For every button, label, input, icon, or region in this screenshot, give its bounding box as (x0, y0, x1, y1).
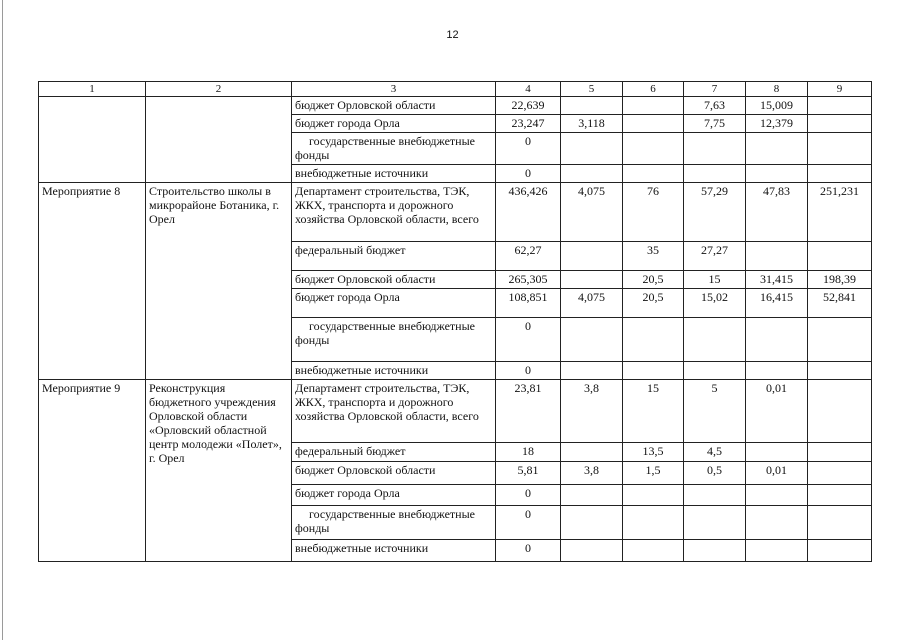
table-body (39, 82, 872, 562)
page-edge-line (2, 0, 3, 640)
value-cell: 1,5 (623, 462, 684, 485)
event-cell (39, 97, 146, 183)
value-cell: 31,415 (746, 271, 808, 289)
funding-source-cell: государственные внебюджетные фонды (292, 133, 496, 165)
value-cell (684, 506, 746, 540)
column-header-5: 5 (561, 82, 623, 97)
value-cell: 4,075 (561, 289, 623, 318)
column-header-9: 9 (808, 82, 872, 97)
funding-source-cell: федеральный бюджет (292, 443, 496, 462)
value-cell (684, 362, 746, 380)
value-cell: 15,009 (746, 97, 808, 115)
value-cell: 0 (496, 506, 561, 540)
value-cell (623, 165, 684, 183)
value-cell: 16,415 (746, 289, 808, 318)
value-cell: 251,231 (808, 183, 872, 242)
value-cell (808, 540, 872, 562)
value-cell (808, 485, 872, 506)
funding-source-cell: бюджет города Орла (292, 485, 496, 506)
value-cell (746, 362, 808, 380)
value-cell: 5 (684, 380, 746, 443)
object-cell (146, 97, 292, 183)
event-name-cell: Мероприятие 9 (39, 380, 146, 562)
value-cell (746, 540, 808, 562)
value-cell: 3,8 (561, 380, 623, 443)
value-cell (808, 242, 872, 271)
budget-table (38, 81, 872, 562)
value-cell (746, 318, 808, 362)
value-cell (808, 362, 872, 380)
value-cell: 52,841 (808, 289, 872, 318)
value-cell: 3,118 (561, 115, 623, 133)
value-cell (684, 165, 746, 183)
value-cell: 20,5 (623, 271, 684, 289)
funding-source-cell: государственные внебюджетные фонды (292, 506, 496, 540)
column-header-1: 1 (39, 82, 146, 97)
value-cell (808, 165, 872, 183)
value-cell (746, 165, 808, 183)
value-cell (623, 506, 684, 540)
value-cell (808, 506, 872, 540)
value-cell (684, 540, 746, 562)
value-cell: 12,379 (746, 115, 808, 133)
value-cell (561, 362, 623, 380)
funding-source-cell: внебюджетные источники (292, 540, 496, 562)
funding-source-cell: Департамент строительства, ТЭК, ЖКХ, транспорта и дорожного хозяйства Орловской области, всего (292, 183, 496, 242)
value-cell: 35 (623, 242, 684, 271)
value-cell (561, 271, 623, 289)
value-cell (561, 165, 623, 183)
value-cell (623, 133, 684, 165)
value-cell: 15 (684, 271, 746, 289)
funding-source-cell: внебюджетные источники (292, 165, 496, 183)
funding-source-cell: Департамент строительства, ТЭК, ЖКХ, транспорта и дорожного хозяйства Орловской области, всего (292, 380, 496, 443)
table-row (39, 183, 872, 242)
value-cell (623, 97, 684, 115)
value-cell (684, 133, 746, 165)
value-cell (561, 540, 623, 562)
value-cell: 13,5 (623, 443, 684, 462)
value-cell (808, 380, 872, 443)
value-cell (684, 485, 746, 506)
value-cell: 0,01 (746, 380, 808, 443)
value-cell: 0 (496, 318, 561, 362)
value-cell (623, 318, 684, 362)
column-header-4: 4 (496, 82, 561, 97)
value-cell (808, 443, 872, 462)
value-cell: 62,27 (496, 242, 561, 271)
value-cell (808, 133, 872, 165)
value-cell: 108,851 (496, 289, 561, 318)
value-cell: 198,39 (808, 271, 872, 289)
value-cell: 436,426 (496, 183, 561, 242)
value-cell (561, 318, 623, 362)
column-header-3: 3 (292, 82, 496, 97)
value-cell (808, 97, 872, 115)
value-cell: 27,27 (684, 242, 746, 271)
value-cell (746, 133, 808, 165)
value-cell: 57,29 (684, 183, 746, 242)
funding-source-cell: бюджет города Орла (292, 115, 496, 133)
table-row (39, 97, 872, 115)
value-cell: 18 (496, 443, 561, 462)
value-cell: 20,5 (623, 289, 684, 318)
value-cell (808, 115, 872, 133)
column-header-2: 2 (146, 82, 292, 97)
value-cell (684, 318, 746, 362)
value-cell (746, 242, 808, 271)
column-header-7: 7 (684, 82, 746, 97)
value-cell: 23,247 (496, 115, 561, 133)
value-cell: 76 (623, 183, 684, 242)
value-cell (808, 318, 872, 362)
value-cell (561, 506, 623, 540)
value-cell (746, 443, 808, 462)
value-cell (561, 133, 623, 165)
column-header-6: 6 (623, 82, 684, 97)
value-cell (623, 362, 684, 380)
value-cell (623, 540, 684, 562)
value-cell: 0,5 (684, 462, 746, 485)
funding-source-cell: бюджет Орловской области (292, 271, 496, 289)
value-cell: 265,305 (496, 271, 561, 289)
value-cell: 4,5 (684, 443, 746, 462)
table-row (39, 380, 872, 443)
value-cell: 0 (496, 133, 561, 165)
value-cell: 3,8 (561, 462, 623, 485)
funding-source-cell: бюджет Орловской области (292, 97, 496, 115)
funding-source-cell: государственные внебюджетные фонды (292, 318, 496, 362)
header-row (39, 82, 872, 97)
value-cell (561, 485, 623, 506)
value-cell: 0 (496, 362, 561, 380)
funding-source-cell: внебюджетные источники (292, 362, 496, 380)
value-cell: 7,63 (684, 97, 746, 115)
value-cell (561, 97, 623, 115)
value-cell: 7,75 (684, 115, 746, 133)
value-cell: 23,81 (496, 380, 561, 443)
value-cell: 0 (496, 165, 561, 183)
value-cell (561, 443, 623, 462)
value-cell (561, 242, 623, 271)
value-cell (623, 485, 684, 506)
value-cell: 15 (623, 380, 684, 443)
value-cell: 15,02 (684, 289, 746, 318)
funding-source-cell: федеральный бюджет (292, 242, 496, 271)
value-cell: 47,83 (746, 183, 808, 242)
funding-source-cell: бюджет Орловской области (292, 462, 496, 485)
value-cell (808, 462, 872, 485)
event-object-cell: Строительство школы в микрорайоне Ботаника, г. Орел (146, 183, 292, 380)
value-cell: 0,01 (746, 462, 808, 485)
value-cell (746, 485, 808, 506)
value-cell: 5,81 (496, 462, 561, 485)
funding-source-cell: бюджет города Орла (292, 289, 496, 318)
page-number: 12 (446, 29, 459, 41)
value-cell (623, 115, 684, 133)
value-cell (746, 506, 808, 540)
column-header-8: 8 (746, 82, 808, 97)
value-cell: 4,075 (561, 183, 623, 242)
event-object-cell: Реконструкция бюджетного учреждения Орловской области «Орловский областной центр молодежи «Полет», г. Орел (146, 380, 292, 562)
value-cell: 0 (496, 540, 561, 562)
value-cell: 22,639 (496, 97, 561, 115)
value-cell: 0 (496, 485, 561, 506)
event-name-cell: Мероприятие 8 (39, 183, 146, 380)
